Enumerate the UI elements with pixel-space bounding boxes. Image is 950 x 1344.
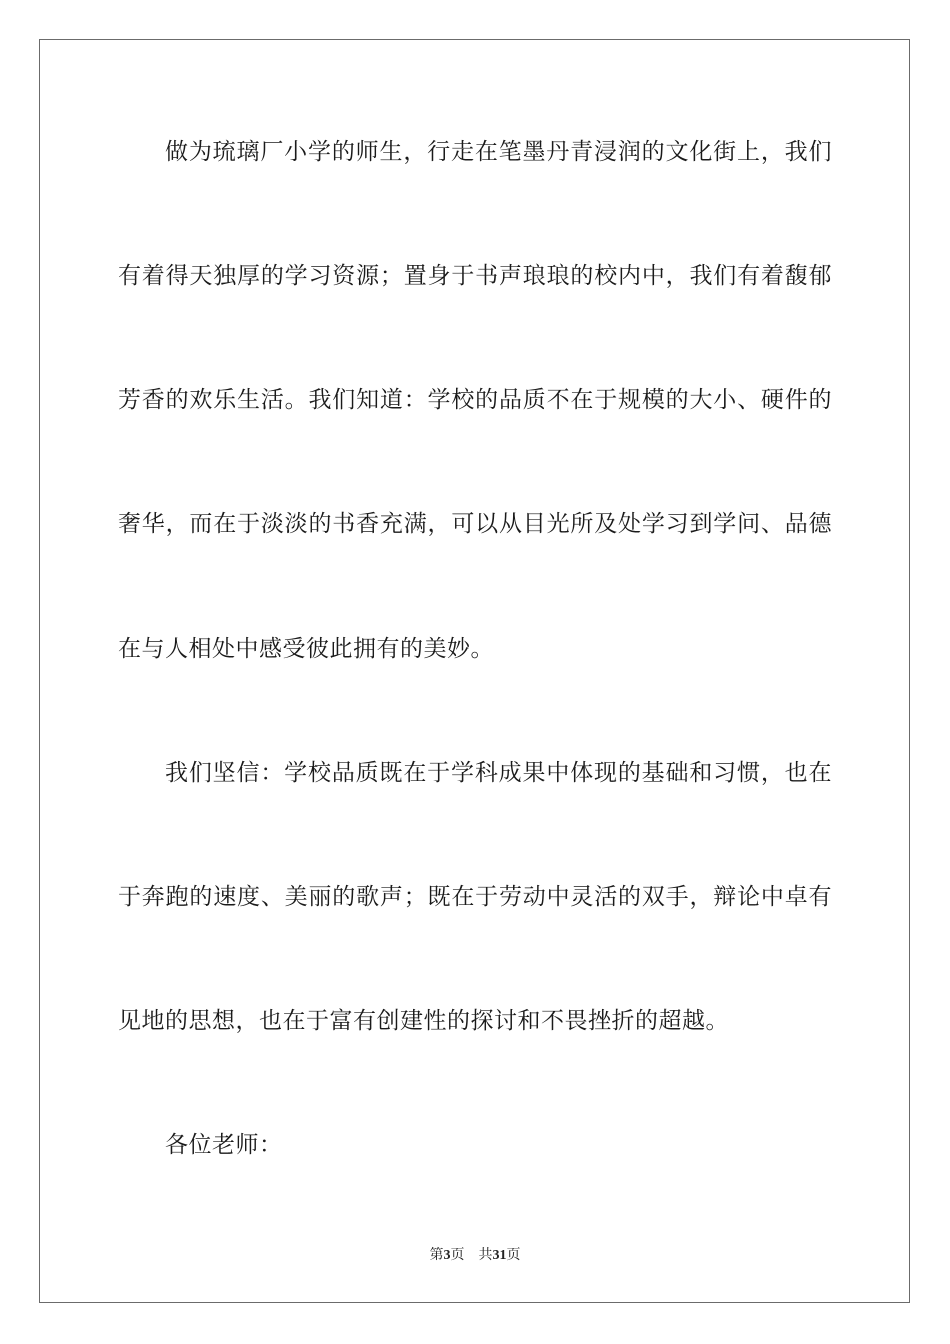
- page-suffix: 页: [450, 1248, 465, 1263]
- page-border: [39, 39, 910, 1303]
- paragraph-2-line-3: 见地的思想，也在于富有创建性的探讨和不畏挫折的超越。: [118, 1008, 729, 1034]
- page-footer: [0, 1247, 950, 1265]
- page-prefix: 第: [429, 1248, 444, 1263]
- total-suffix: 页: [506, 1248, 521, 1263]
- page-current: 3: [443, 1248, 451, 1263]
- paragraph-2-line-2: 于奔跑的速度、美丽的歌声；既在于劳动中灵活的双手，辩论中卓有: [118, 884, 832, 910]
- paragraph-1-line-2: 有着得天独厚的学习资源；置身于书声琅琅的校内中，我们有着馥郁: [118, 263, 832, 289]
- paragraph-1-line-1: 做为琉璃厂小学的师生，行走在笔墨丹青浸润的文化街上，我们: [165, 139, 832, 165]
- paragraph-1-line-3: 芳香的欢乐生活。我们知道：学校的品质不在于规模的大小、硬件的: [118, 387, 832, 413]
- paragraph-1-line-4: 奢华，而在于淡淡的书香充满，可以从目光所及处学习到学问、品德: [118, 511, 832, 537]
- salutation: 各位老师：: [165, 1132, 283, 1158]
- total-prefix: 共: [478, 1248, 493, 1263]
- paragraph-1-line-5: 在与人相处中感受彼此拥有的美妙。: [118, 636, 494, 662]
- paragraph-2-line-1: 我们坚信：学校品质既在于学科成果中体现的基础和习惯，也在: [165, 760, 832, 786]
- page-total: 31: [492, 1248, 507, 1263]
